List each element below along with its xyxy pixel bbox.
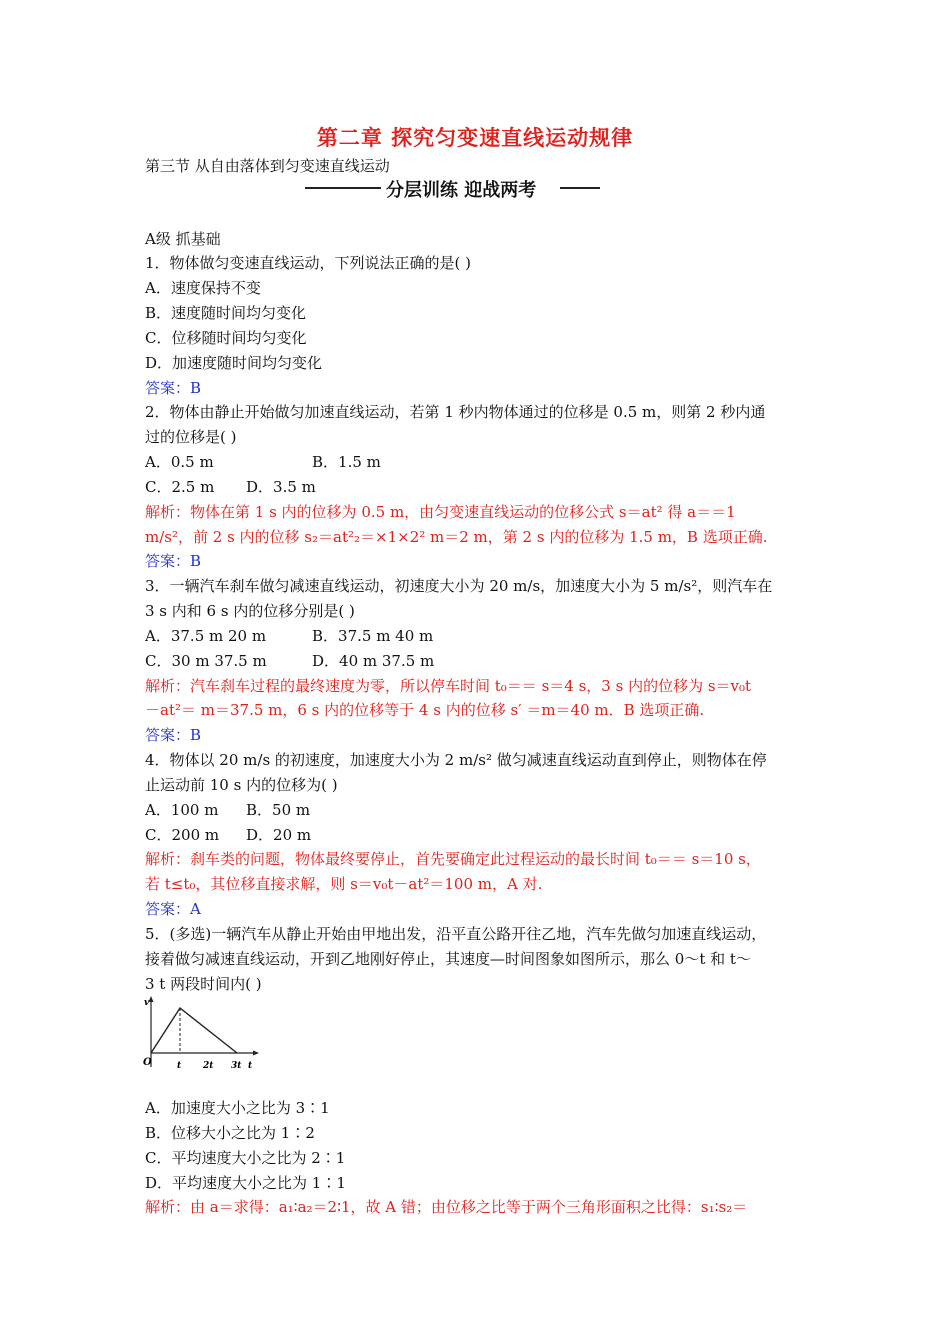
q1-stem: 1．物体做匀变速直线运动，下列说法正确的是( ) — [145, 254, 472, 272]
q4-option-a: A．100 m — [145, 801, 219, 819]
q1-option-a: A．速度保持不变 — [145, 279, 261, 297]
q3-answer: 答案：B — [145, 726, 202, 744]
chapter-title: 第二章 探究匀变速直线运动规律 — [316, 126, 634, 150]
v-axis-arrow-icon — [149, 996, 154, 1002]
q3-analysis-line2: －at²＝ m＝37.5 m，6 s 内的位移等于 4 s 内的位移 s′ ＝m＝40 m．B 选项正确. — [145, 701, 705, 719]
q4-answer: 答案：A — [145, 900, 201, 918]
q1-option-b: B．速度随时间均匀变化 — [145, 304, 307, 322]
q4-option-b: B．50 m — [246, 801, 311, 819]
q5-stem-line1: 5．(多选)一辆汽车从静止开始由甲地出发，沿平直公路开往乙地，汽车先做匀加速直线运动， — [145, 925, 767, 943]
q2-stem-line1: 2．物体由静止开始做匀加速直线运动，若第 1 秒内物体通过的位移是 0.5 m，则第 2 秒内通 — [145, 403, 766, 421]
q2-analysis-line2: m/s²，前 2 s 内的位移 s₂＝at²₂＝×1×2² m＝2 m，第 2 s 内的位移为 1.5 m，B 选项正确. — [145, 528, 768, 546]
tick-label-3t: 3t — [231, 1061, 242, 1071]
q4-analysis-line1: 解析：刹车类的问题，物体最终要停止，首先要确定此过程运动的最长时间 t₀＝＝ s＝10 s， — [145, 850, 761, 868]
q5-analysis-line1: 解析：由 a＝求得：a₁∶a₂＝2∶1，故 A 错；由位移之比等于两个三角形面积之比得：s₁∶s₂＝ — [145, 1198, 748, 1216]
q5-option-b: B．位移大小之比为 1∶2 — [145, 1124, 315, 1142]
q5-stem-line3: 3 t 两段时间内( ) — [145, 975, 262, 993]
origin-label: O — [143, 1057, 152, 1068]
q4-stem-line2: 止运动前 10 s 内的位移为( ) — [145, 776, 338, 794]
level-heading: A级 抓基础 — [145, 230, 221, 248]
q2-option-a: A．0.5 m — [145, 453, 214, 471]
q5-option-d: D．平均速度大小之比为 1∶1 — [145, 1174, 346, 1192]
q3-analysis-line1: 解析：汽车刹车过程的最终速度为零，所以停车时间 t₀＝＝ s＝4 s，3 s 内的位移为 s＝v₀t — [145, 677, 752, 695]
section-title: 第三节 从自由落体到匀变速直线运动 — [145, 157, 390, 175]
t-axis-arrow-icon — [253, 1051, 259, 1056]
q3-option-a: A．37.5 m 20 m — [145, 627, 267, 645]
q3-stem-line1: 3．一辆汽车刹车做匀减速直线运动，初速度大小为 20 m/s，加速度大小为 5 m/s²，则汽车在 — [145, 577, 773, 595]
q2-stem-line2: 过的位移是( ) — [145, 428, 237, 446]
q4-option-c: C．200 m — [145, 826, 220, 844]
t-axis-label: t — [248, 1061, 253, 1071]
q1-option-c: C．位移随时间均匀变化 — [145, 329, 307, 347]
v-axis-label: v — [144, 998, 150, 1008]
q4-analysis-line2: 若 t≤t₀，其位移直接求解，则 s＝v₀t－at²＝100 m，A 对. — [145, 875, 543, 893]
q4-stem-line1: 4．物体以 20 m/s 的初速度，加速度大小为 2 m/s² 做匀减速直线运动直到停止，则物体在停 — [145, 751, 767, 769]
q5-option-a: A．加速度大小之比为 3∶1 — [145, 1099, 330, 1117]
q1-option-d: D．加速度随时间均匀变化 — [145, 354, 323, 372]
section-banner — [305, 176, 600, 200]
velocity-time-graph — [142, 993, 260, 1073]
q2-analysis-line1: 解析：物体在第 1 s 内的位移为 0.5 m，由匀变速直线运动的位移公式 s＝at² 得 a＝＝1 — [145, 503, 736, 521]
q3-stem-line2: 3 s 内和 6 s 内的位移分别是( ) — [145, 602, 355, 620]
q2-option-d: D．3.5 m — [246, 478, 316, 496]
tick-label-t: t — [177, 1061, 182, 1071]
q3-option-c: C．30 m 37.5 m — [145, 652, 267, 670]
q5-stem-line2: 接着做匀减速直线运动，开到乙地刚好停止，其速度—时间图象如图所示，那么 0～t 和 t～ — [145, 950, 751, 968]
banner-rule-left — [305, 187, 381, 189]
banner-rule-right — [560, 187, 600, 189]
q3-option-d: D．40 m 37.5 m — [312, 652, 435, 670]
q5-option-c: C．平均速度大小之比为 2∶1 — [145, 1149, 346, 1167]
q3-option-b: B．37.5 m 40 m — [312, 627, 434, 645]
tick-label-2t: 2t — [203, 1061, 214, 1071]
q4-option-d: D．20 m — [246, 826, 312, 844]
velocity-line — [151, 1008, 237, 1053]
q2-option-c: C．2.5 m — [145, 478, 215, 496]
q1-answer: 答案：B — [145, 379, 202, 397]
q2-answer: 答案：B — [145, 552, 202, 570]
q2-option-b: B．1.5 m — [312, 453, 381, 471]
banner-text: 分层训练 迎战两考 — [386, 180, 537, 201]
